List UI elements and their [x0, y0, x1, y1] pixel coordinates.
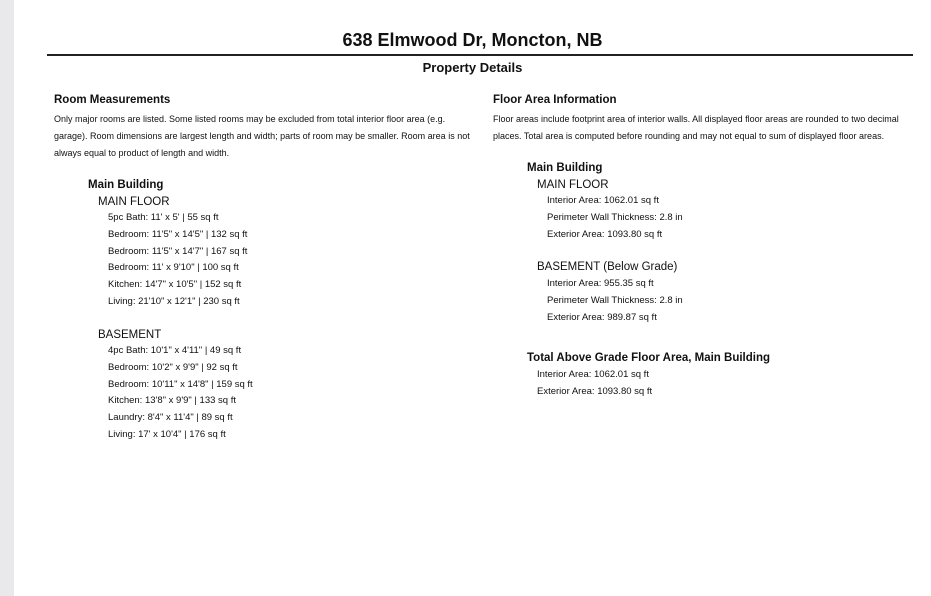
area-item: Interior Area: 955.35 sq ft — [547, 278, 654, 290]
total-area-item: Exterior Area: 1093.80 sq ft — [537, 385, 653, 397]
floor-area-heading: Floor Area Information — [493, 94, 617, 106]
area-item: Interior Area: 1062.01 sq ft — [547, 195, 659, 207]
floor-label-basement: BASEMENT — [98, 328, 162, 341]
room-item: Bedroom: 10'11" x 14'8" | 159 sq ft — [108, 378, 253, 390]
building-label: Main Building — [527, 162, 603, 174]
area-item: Exterior Area: 989.87 sq ft — [547, 311, 657, 323]
floor-label-main: MAIN FLOOR — [98, 195, 170, 208]
floor-area-section — [493, 94, 917, 400]
room-measurements-section — [54, 94, 474, 443]
document-page — [14, 0, 931, 596]
room-measurements-description: Only major rooms are listed. Some listed rooms may be excluded from total interior floor area (e.g. garage). Room dimensions are largest length and width; parts of room may be smaller. Room area is not always equal to product of length and width. — [54, 114, 470, 158]
building-label: Main Building — [88, 179, 164, 191]
room-item: Bedroom: 10'2" x 9'9" | 92 sq ft — [108, 361, 238, 373]
total-area-item: Interior Area: 1062.01 sq ft — [537, 368, 649, 380]
total-area-heading: Total Above Grade Floor Area, Main Building — [527, 352, 771, 365]
room-item: Bedroom: 11' x 9'10" | 100 sq ft — [108, 262, 239, 274]
room-item: Kitchen: 13'8" x 9'9" | 133 sq ft — [108, 395, 236, 407]
page-title: 638 Elmwood Dr, Moncton, NB — [342, 30, 603, 50]
page-subtitle: Property Details — [422, 60, 523, 75]
room-item: Kitchen: 14'7" x 10'5" | 152 sq ft — [108, 279, 242, 291]
room-item: Bedroom: 11'5" x 14'5" | 132 sq ft — [108, 229, 248, 241]
area-item: Perimeter Wall Thickness: 2.8 in — [547, 212, 683, 224]
area-item: Exterior Area: 1093.80 sq ft — [547, 228, 663, 240]
room-item: 5pc Bath: 11' x 5' | 55 sq ft — [108, 212, 219, 224]
floor-area-description: Floor areas include footprint area of interior walls. All displayed floor areas are rounded to two decimal places. Total area is computed before rounding and may not equal to sum of displayed floor areas. — [493, 114, 899, 141]
area-item: Perimeter Wall Thickness: 2.8 in — [547, 294, 683, 306]
room-item: Living: 17' x 10'4" | 176 sq ft — [108, 428, 226, 440]
room-item: Laundry: 8'4" x 11'4" | 89 sq ft — [108, 411, 233, 423]
room-measurements-heading: Room Measurements — [54, 94, 171, 106]
title-divider — [47, 54, 913, 56]
room-item: Bedroom: 11'5" x 14'7" | 167 sq ft — [108, 245, 248, 257]
room-item: 4pc Bath: 10'1" x 4'11" | 49 sq ft — [108, 345, 242, 357]
room-item: Living: 21'10" x 12'1" | 230 sq ft — [108, 295, 240, 307]
floor-label-main: MAIN FLOOR — [537, 178, 609, 191]
floor-label-basement: BASEMENT (Below Grade) — [537, 261, 678, 274]
